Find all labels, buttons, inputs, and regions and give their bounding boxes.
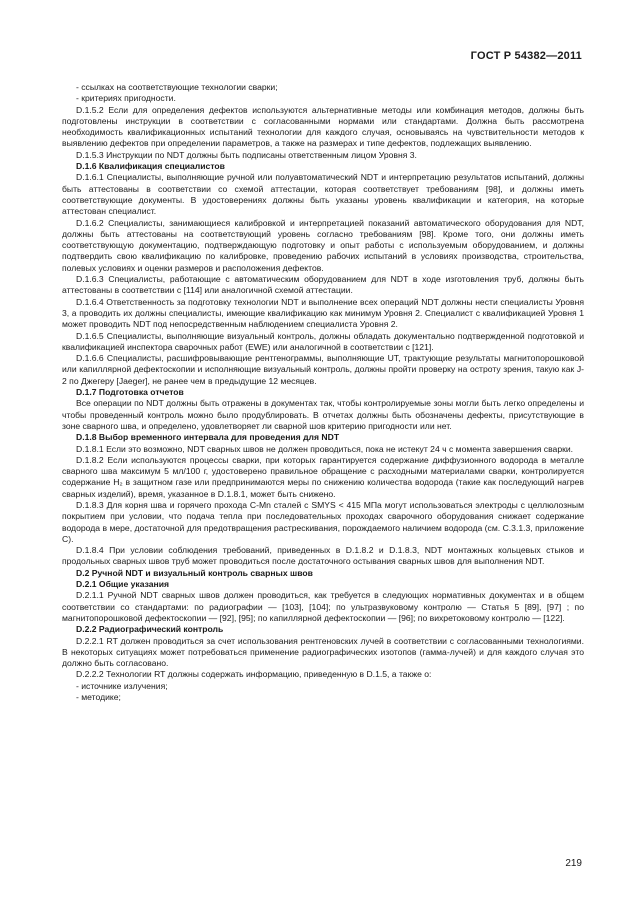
paragraph: D.1.6.5 Специалисты, выполняющие визуальный контроль, должны обладать документально подтвержденной подготовкой и квалификацией инспектора сварочных работ (EWE) или аналогичной в соответствии с [121]. — [62, 330, 584, 352]
list-item: - критериях пригодности. — [76, 93, 176, 104]
paragraph: D.1.5.2 Если для определения дефектов используются альтернативные методы или комбинация методов, должны быть подготовлены инструкции в соответствии с согласованными нормами или стандартами. Должна быть рассмотрена необходимость квалификационных испытаний технологии для каждого случая, основываясь на чувствительности методов к выявлению дефектов при определении параметров, а также на размерах и типе дефектов, подлежащих выявлению. — [62, 104, 584, 149]
list-item: - источнике излучения; — [76, 680, 168, 691]
paragraph: D.1.8.4 При условии соблюдения требований, приведенных в D.1.8.2 и D.1.8.3, NDT монтажных кольцевых стыков и продольных сварных швов труб может проводиться после достаточного остывания сварных швов для выполнения NDT. — [62, 545, 584, 567]
paragraph: Все операции по NDT должны быть отражены в документах так, чтобы контролируемые зоны могли быть легко определены и чтобы проведенный контроль можно было продублировать. В отчетах должны быть обозначены дефекты, присутствующие в зоне сварного шва, и определено, удовлетворяет ли сварной шов критерию пригодности или нет. — [62, 398, 584, 431]
paragraph: D.2.2.1 RT должен проводиться за счет использования рентгеновских лучей в соответствии с согласованными технологиями. В некоторых ситуациях может потребоваться применение радиографических изотопов (гамма-лучей) и для каждого случая это должно быть согласовано. — [62, 635, 584, 669]
paragraph: D.1.6.1 Специалисты, выполняющие ручной или полуавтоматический NDT и интерпретацию результатов испытаний, должны быть аттестованы в соответствии со схемой аттестации, которая соответствует требованиям [98], и должны иметь соответствующие документы. В удостоверениях должны быть указаны уровень квалификации и категория, на которые аттестован специалист. — [62, 172, 584, 217]
section-heading: D.2 Ручной NDT и визуальный контроль сварных швов — [76, 567, 313, 578]
paragraph: D.1.8.1 Если это возможно, NDT сварных швов не должен проводиться, пока не истекут 24 ч с момента завершения сварки. — [76, 443, 574, 454]
paragraph: D.2.1.1 Ручной NDT сварных швов должен проводиться, как требуется в следующих нормативных документах и в общем соответствии со стандартами: по радиографии — [103], [104]; по ультразвуковому контролю — Статья 5 [89], [97] ; по магнитопорошковой дефектоскопии — [92], [95]; по капиллярной дефектоскопии — [96]; по вихретоковому контролю — [122]. — [62, 590, 584, 623]
paragraph: D.1.8.2 Если используются процессы сварки, при которых гарантируется содержание диффузионного водорода в металле сварного шва максимум 5 мл/100 г, удостоверено правильное обращение с расходными материалами сварки, контролируется содержание H₂ в защитном газе или предпринимаются меры по снижению количества водорода (такие как последующий нагрев сварных изделий), время, указанное в D.1.8.1, может быть снижено. — [62, 454, 584, 499]
paragraph: D.2.2.2 Технологии RT должны содержать информацию, приведенную в D.1.5, а также о: — [76, 669, 432, 680]
list-item: - методике; — [76, 692, 121, 703]
paragraph: D.1.8.3 Для корня шва и горячего прохода C-Mn сталей с SMYS < 415 МПа могут использоваться электроды с целлюлозным покрытием при условии, что подача тепла при последовательных проходах сварочного оборудования снижает содержание водорода в мере, достаточной для предотвращения растрескивания, порождаемого наличием водорода (см. С.3.1.3, приложение С). — [62, 499, 584, 544]
section-heading: D.2.2 Радиографический контроль — [76, 624, 224, 635]
paragraph: D.1.6.3 Специалисты, работающие с автоматическим оборудованием для NDT в ходе изготовления труб, должны быть аттестованы в соответствии с [114] или аналогичной схемой аттестации. — [62, 274, 584, 296]
paragraph: D.1.6.2 Специалисты, занимающиеся калибровкой и интерпретацией показаний автоматического оборудования для NDT, должны быть аттестованы на соответствующий уровень согласно требованиям [98]. Кроме того, они должны иметь соответствующую документацию, подтверждающую подготовку и опыт работы с используемым оборудованием, и должны подтвердить свою квалификацию по калибровке, проведению рабочих испытаний в условиях производства, строительства, полевых условиях и оценки размеров и расположения дефектов. — [62, 217, 584, 273]
section-heading: D.1.6 Квалификация специалистов — [76, 161, 225, 172]
paragraph: D.1.5.3 Инструкции по NDT должны быть подписаны ответственным лицом Уровня 3. — [76, 149, 417, 160]
document-body — [62, 82, 584, 703]
list-item: - ссылках на соответствующие технологии сварки; — [76, 82, 278, 92]
section-heading: D.1.8 Выбор временного интервала для проведения для NDT — [76, 432, 340, 443]
paragraph: D.1.6.4 Ответственность за подготовку технологии NDT и выполнение всех операций NDT должны нести специалисты Уровня 3, а проводить их должны специалисты, имеющие квалификацию как минимум Уровня 2. Специалист с квалификацией Уровня 1 может проводить NDT под непосредственным наблюдением специалиста Уровня 2. — [62, 296, 584, 330]
section-heading: D.2.1 Общие указания — [76, 579, 170, 590]
section-heading: D.1.7 Подготовка отчетов — [76, 387, 184, 398]
document-header: ГОСТ Р 54382—2011 — [470, 50, 582, 62]
paragraph: D.1.6.6 Специалисты, расшифровывающие рентгенограммы, выполняющие UT, трактующие результаты магнитопорошковой или капиллярной дефектоскопии и исполняющие визуальный контроль, должны пройти проверку на остроту зрения, такую как J-2 по Джегеру [Jaeger], не ранее чем в предыдущие 12 месяцев. — [62, 353, 584, 386]
page-number: 219 — [565, 858, 582, 869]
